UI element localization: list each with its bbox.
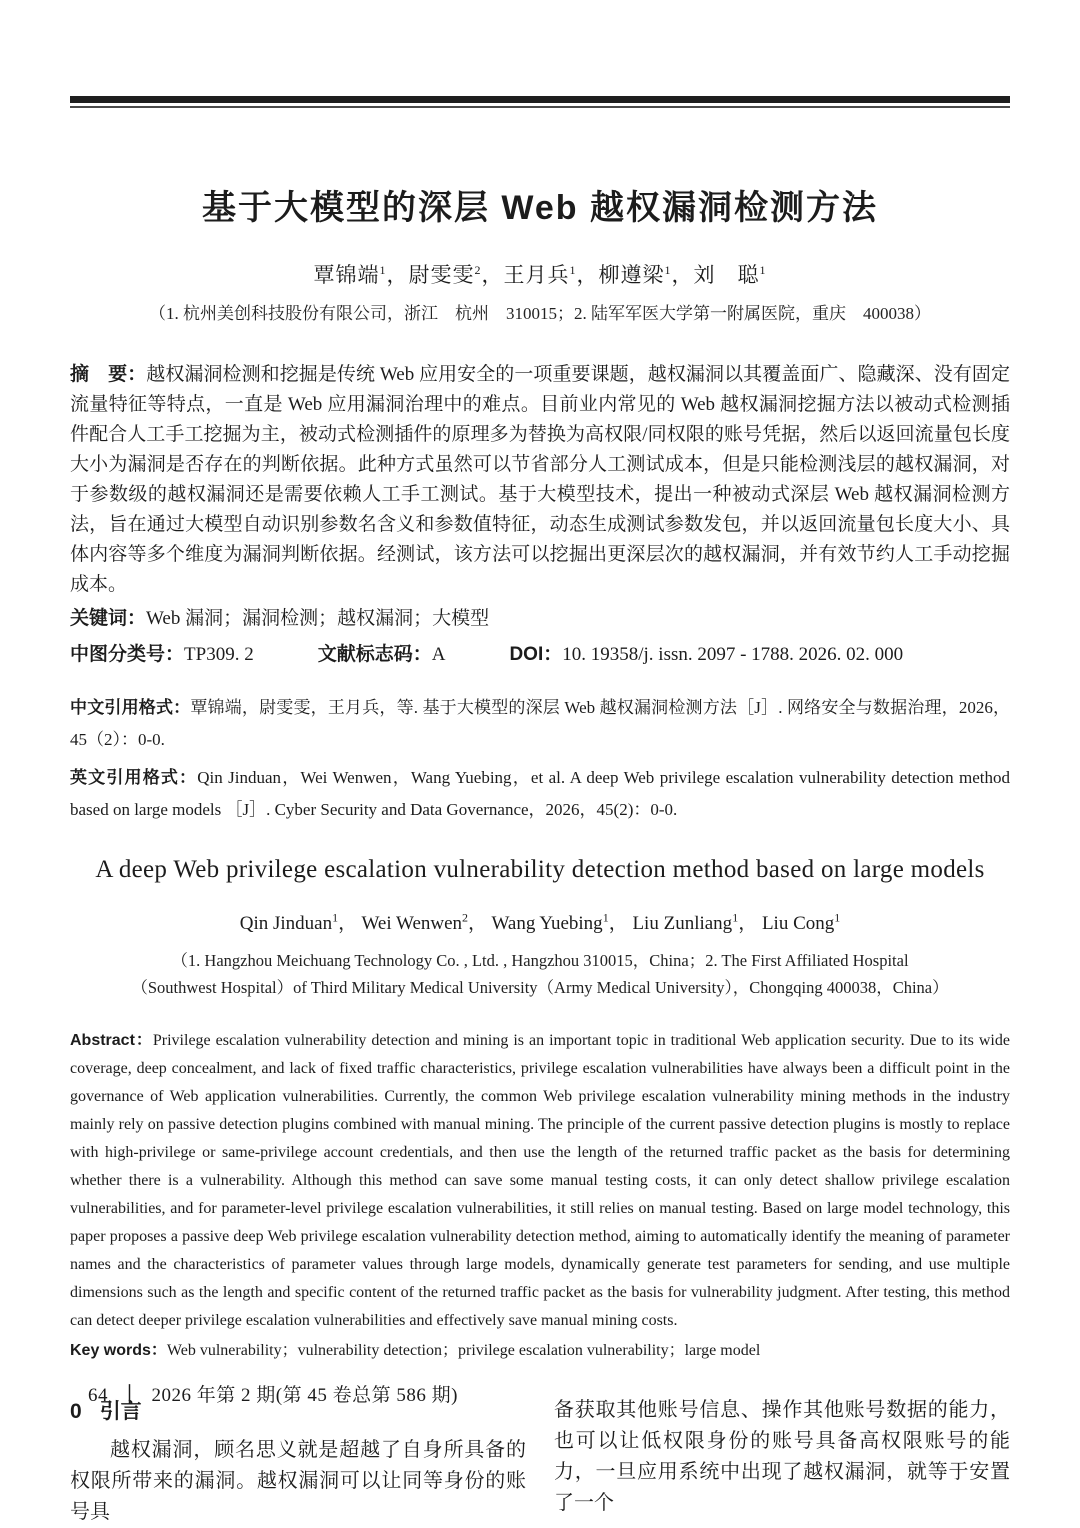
- citation-en-label: 英文引用格式：: [70, 768, 198, 787]
- citation-en: [70, 762, 1010, 826]
- abstract-cn: [70, 360, 1010, 600]
- affiliation-cn: （1. 杭州美创科技股份有限公司，浙江 杭州 310015；2. 陆军军医大学第一附属医院，重庆 400038）: [149, 304, 931, 323]
- keywords-cn: [70, 604, 1010, 634]
- rule-thin: [70, 106, 1010, 108]
- author-cn: 刘 聪$^1$: [693, 263, 767, 287]
- authors-cn: [70, 259, 1010, 289]
- author-en: Wang Yuebing$^1$，: [491, 910, 633, 934]
- page-number: 64: [88, 1385, 108, 1406]
- abstract-cn-text: 越权漏洞检测和挖掘是传统 Web 应用安全的一项重要课题，越权漏洞以其覆盖面广、隐藏深、没有固定流量特征等特点，一直是 Web 应用漏洞治理中的难点。目前业内常见的 Web 越权漏洞挖掘方法以被动式检测插件配合人工手工挖掘为主，被动式检测插件的原理多为替换为高权限/同权限的账号凭据，然后以返回流量包长度大小为漏洞是否存在的判断依据。此种方式虽然可以节省部分人工测试成本，但是只能检测浅层的越权漏洞，对于参数级的越权漏洞还是需要依赖人工手工测试。基于大模型技术，提出一种被动式深层 Web 越权漏洞检测方法，旨在通过大模型自动识别参数名含义和参数值特征，动态生成测试参数发包，并以返回流量包长度大小、具体内容等多个维度为漏洞判断依据。经测试，该方法可以挖掘出更深层次的越权漏洞，并有效节约人工手动挖掘成本。: [70, 364, 1010, 595]
- intro-paragraph-left: 越权漏洞，顾名思义就是超越了自身所具备的权限所带来的漏洞。越权漏洞可以让同等身份的账号具: [70, 1439, 526, 1523]
- issue-info: 2026 年第 2 期(第 45 卷总第 586 期): [151, 1385, 458, 1406]
- paper-title-cn: 基于大模型的深层 Web 越权漏洞检测方法: [201, 189, 879, 227]
- abstract-en: [70, 1027, 1010, 1335]
- intro-paragraph-right: 备获取其他账号信息、操作其他账号数据的能力，也可以让低权限身份的账号具备高权限账号的能力，一旦应用系统中出现了越权漏洞，就等于安置了一个: [554, 1399, 1010, 1514]
- author-cn: 覃锦端$^1$，: [313, 263, 409, 287]
- author-en: Liu Cong$^1$: [761, 910, 841, 934]
- keywords-en-text: Web vulnerability；vulnerability detection；privilege escalation vulnerability；large model: [166, 1342, 761, 1359]
- footer-divider: ｜: [120, 1385, 140, 1406]
- doi: DOI：10. 19358/j. issn. 2097 - 1788. 2026. 02. 000: [509, 644, 904, 665]
- section-title: 引言: [99, 1400, 142, 1423]
- author-en: Liu Zunliang$^1$，: [632, 910, 762, 934]
- author-en: Qin Jinduan$^1$，: [239, 910, 362, 934]
- classification-line: [70, 640, 1010, 670]
- intro-columns: [70, 1395, 1010, 1528]
- keywords-en-label: Key words：: [70, 1342, 167, 1359]
- keywords-cn-text: Web 漏洞；漏洞检测；越权漏洞；大模型: [146, 608, 490, 629]
- author-cn: 尉雯雯$^2$，: [408, 263, 504, 287]
- author-cn: 柳遵梁$^1$，: [598, 263, 694, 287]
- keywords-cn-label: 关键词：: [70, 608, 147, 629]
- abstract-en-text: Privilege escalation vulnerability detection and mining is an important topic in traditional Web application security. Due to its wide coverage, deep concealment, and lack of fixed traffic characteristics, privilege escalation vulnerabilities have always been a difficult point in the governance of Web application vulnerabilities. Currently, the common Web privilege escalation vulnerability mining methods in the industry mainly rely on passive detection plugins combined with manual mining. The principle of the current passive detection plugins is mostly to replace with high-privilege or same-privilege account credentials, and then use the length of the returned traffic packet as the basis for determining whether there is a vulnerability. Although this method can save some manual testing costs, it can only detect shallow privilege escalation vulnerabilities, and for parameter-level privilege escalation vulnerabilities, it still relies on manual testing. Based on large model technology, this paper proposes a passive deep Web privilege escalation vulnerability detection method, aiming to automatically identify the meaning of parameter names and the characteristics of parameter values through large models, dynamically generate test parameters for sending, and use multiple dimensions such as the length and specific content of the returned traffic packet as the basis for vulnerability judgment. After testing, this method can detect deeper privilege escalation vulnerabilities and effectively save manual mining costs.: [70, 1032, 1010, 1329]
- section-number: 0: [70, 1400, 82, 1423]
- abstract-cn-label: 摘 要：: [70, 364, 147, 385]
- citation-en-text: Qin Jinduan，Wei Wenwen，Wang Yuebing，et al. A deep Web privilege escalation vulnerability detection method based on large models ［J］. Cyber Security and Data Governance，2026，45(2)：0-0.: [70, 768, 1010, 819]
- paper-title-en: A deep Web privilege escalation vulnerability detection method based on large models: [95, 856, 985, 883]
- citation-cn-text: 覃锦端，尉雯雯，王月兵，等. 基于大模型的深层 Web 越权漏洞检测方法［J］. 网络安全与数据治理，2026，45（2）：0-0.: [70, 698, 1011, 749]
- author-cn: 王月兵$^1$，: [503, 263, 599, 287]
- authors-en: [70, 908, 1010, 935]
- intro-left-column: [70, 1395, 526, 1528]
- document-code: 文献标志码：A: [317, 644, 446, 665]
- header-double-rule: [70, 96, 1010, 108]
- affiliation-en-line2: （Southwest Hospital）of Third Military Medical University（Army Medical University），Chongqing 400038，China）: [131, 978, 949, 997]
- intro-right-column: [554, 1395, 1010, 1528]
- citation-cn: [70, 692, 1010, 756]
- affiliation-en-line1: （1. Hangzhou Meichuang Technology Co. , Ltd. , Hangzhou 310015，China；2. The First Affiliated Hospital: [171, 951, 909, 970]
- abstract-en-label: Abstract：: [70, 1032, 153, 1049]
- keywords-en: [70, 1337, 1010, 1365]
- affiliation-en: [70, 947, 1010, 1001]
- clc-number: 中图分类号：TP309. 2: [70, 644, 254, 665]
- author-en: Wei Wenwen$^2$，: [361, 910, 492, 934]
- page-footer: [88, 1380, 458, 1407]
- rule-thick: [70, 96, 1010, 103]
- citation-cn-label: 中文引用格式：: [70, 698, 191, 717]
